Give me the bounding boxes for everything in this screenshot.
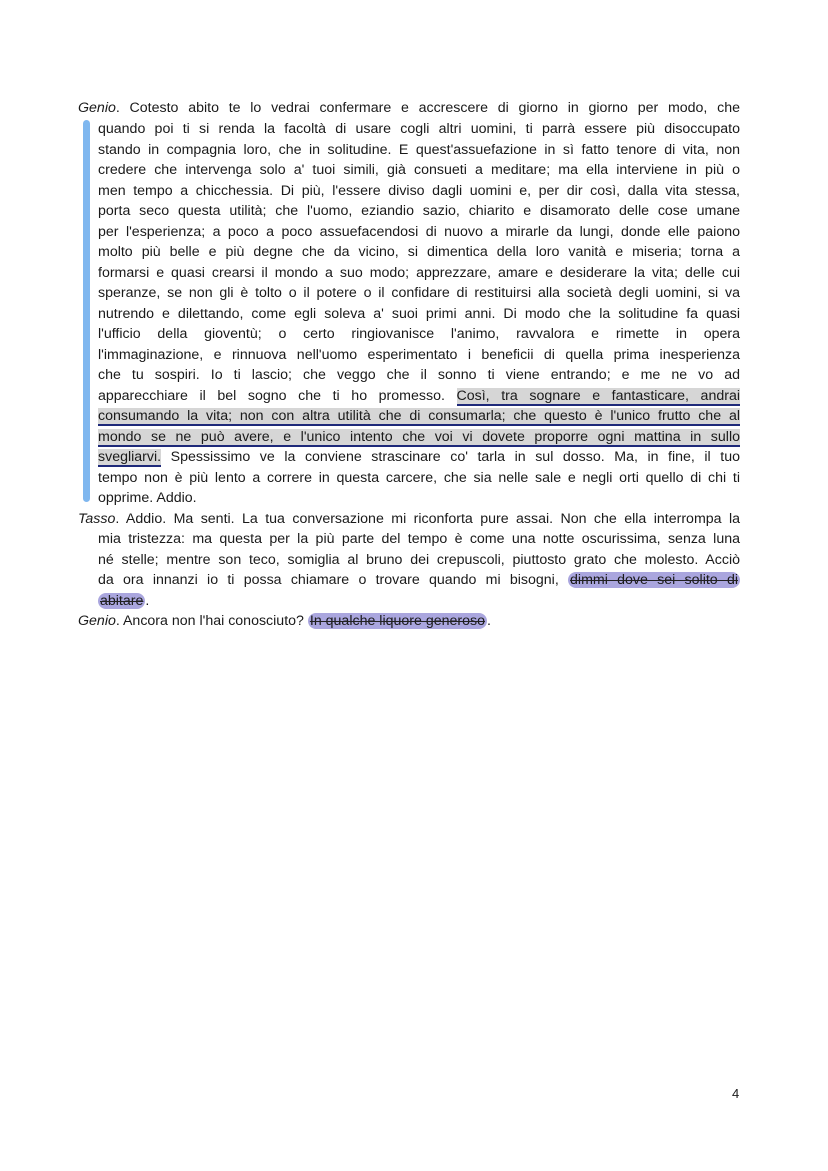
para1-line: per l'esperienza; a poco a poco assuefacendosi di nuovo a mirarle da lungi, donde elle paiono bbox=[98, 224, 740, 240]
para2-text: . Addio. Ma senti. La tua conversazione mi riconforta pure assai. Non che ella interrompa la bbox=[115, 511, 740, 527]
para1-line bbox=[98, 427, 740, 447]
para1-line: stando in compagnia loro, che in solitudine. E quest'assuefazione in sì fatto tenore di vita, non bbox=[98, 142, 740, 158]
para2-text: da ora innanzi io ti possa chiamare o trovare quando mi bisogni, bbox=[98, 572, 569, 588]
para1-line: opprime. Addio. bbox=[98, 490, 197, 506]
speaker-genio: Genio bbox=[78, 100, 116, 116]
grey-highlight-underline: Così, tra sognare e fantasticare, andrai bbox=[456, 388, 740, 404]
para3-text: . Ancora non l'hai conosciuto? bbox=[115, 613, 308, 629]
para3-line bbox=[78, 611, 740, 631]
para1-line: l'immaginazione, e rinnuova nell'uomo esperimentato i beneficii di quella prima inesperienza bbox=[98, 347, 740, 363]
grey-highlight-underline: consumando la vita; non con altra utilità che di consumarla; che questo è l'unico frutto che al bbox=[98, 408, 740, 424]
para3-text: . bbox=[486, 613, 491, 629]
para1-line: porta seco questa utilità; che l'uomo, eziandio sazio, chiarito e disamorato delle cose umane bbox=[98, 203, 740, 219]
para1-text: apparecchiare il bel sogno che ti ho promesso. bbox=[98, 388, 457, 404]
para2-line bbox=[98, 591, 740, 611]
purple-highlight: dimmi dove sei solito di bbox=[570, 572, 738, 588]
para1-line: quando poi ti si renda la facoltà di usare cogli altri uomini, ti parrà essere più disoccupato bbox=[98, 121, 740, 137]
margin-highlight-bar bbox=[83, 120, 90, 502]
para1-line bbox=[98, 386, 740, 406]
para1-line: men tempo a chicchessia. Di più, l'essere diviso dagli uomini e, per dir così, dalla vita stessa, bbox=[98, 183, 740, 199]
grey-highlight-underline: mondo se ne può avere, e l'unico intento che voi vi dovete proporre ogni mattina in sullo bbox=[98, 429, 740, 445]
para1-line bbox=[98, 406, 740, 426]
para1-text: Spessissimo ve la conviene strascinare co' tarla in sul dosso. Ma, in fine, il tuo bbox=[161, 449, 740, 465]
para1-line: che tu sospiri. Io ti lascio; che veggo che il sonno ti viene entrando; e me ne vo ad bbox=[98, 367, 740, 383]
para1-text: . Cotesto abito te lo vedrai confermare e accrescere di giorno in giorno per modo, che bbox=[115, 100, 740, 116]
para2-line: mia tristezza: ma questa per la più parte del tempo è come una notte oscurissima, senza luna bbox=[98, 531, 740, 547]
grey-highlight-underline: svegliarvi. bbox=[98, 449, 162, 465]
para1-line: nutrendo e dilettando, come egli soleva a' suoi primi anni. Di modo che la solitudine fa quasi bbox=[98, 306, 740, 322]
para1-line: speranze, se non gli è tolto o il potere o il confidare di restituirsi alla società degli uomini, si va bbox=[98, 285, 740, 301]
para2-line: né stelle; mentre son teco, somiglia al bruno dei crepuscoli, piuttosto grato che molesto. Acciò bbox=[98, 552, 740, 568]
purple-highlight: In qualche liquore generoso bbox=[309, 613, 485, 629]
para1-line: l'ufficio della gioventù; o certo ringiovanisce l'animo, ravvalora e rimette in opera bbox=[98, 326, 740, 342]
para2-text: . bbox=[145, 593, 150, 609]
para1-line bbox=[78, 98, 740, 118]
page-number: 4 bbox=[732, 1086, 740, 1101]
para1-line: credere che intervenga solo a' tuoi simili, già consueti a meditare; ma ella interviene in più o bbox=[98, 162, 740, 178]
speaker-genio: Genio bbox=[78, 613, 116, 629]
para2-line bbox=[98, 570, 740, 590]
para1-line: tempo non è più lento a correre in questa carcere, che sia nelle sale e negli orti quello di chi ti bbox=[98, 470, 740, 486]
para1-line bbox=[98, 447, 740, 467]
speaker-tasso: Tasso bbox=[78, 511, 116, 527]
purple-highlight: abitare bbox=[100, 593, 144, 609]
para1-line: molto più belle e più degne che da vicino, si dimentica della loro vanità e miseria; torna a bbox=[98, 244, 740, 260]
para2-line bbox=[78, 509, 740, 529]
para1-line: formarsi e quasi crearsi il mondo a suo modo; apprezzare, amare e desiderare la vita; delle cui bbox=[98, 265, 740, 281]
